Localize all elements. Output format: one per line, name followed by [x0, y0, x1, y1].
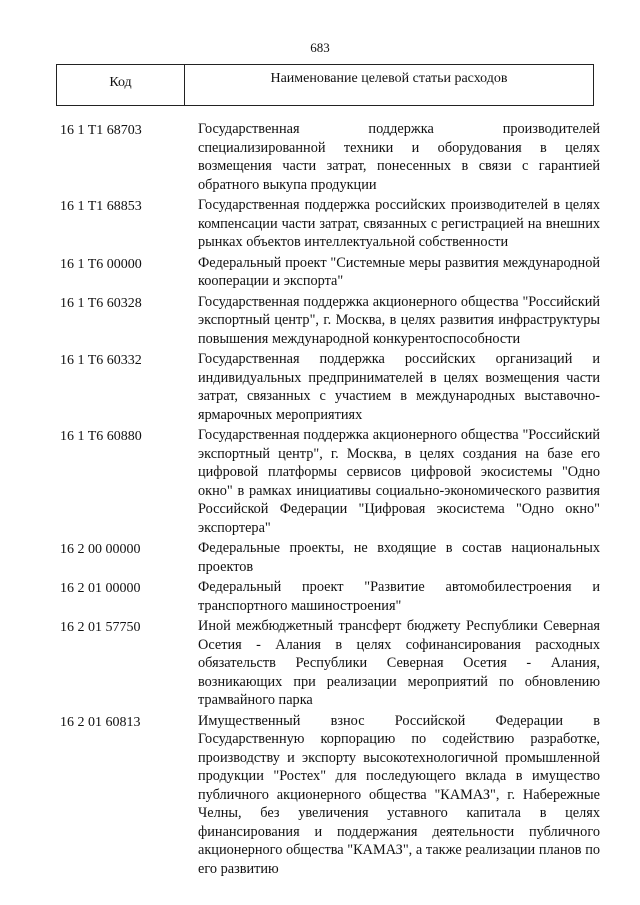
row-description: Федеральные проекты, не входящие в состав национальных проектов [198, 540, 600, 575]
row-description: Иной межбюджетный трансферт бюджету Республики Северная Осетия - Алания в целях софинансирования расходных обязательств Республики Северная Осетия - Алания, возникающих при реализации мероприятий по обновлению трамвайного парка [198, 618, 600, 708]
table-header [56, 64, 594, 106]
row-code: 16 2 01 57750 [60, 620, 141, 635]
table-row [60, 539, 600, 576]
table-row [60, 426, 600, 537]
row-code: 16 2 01 00000 [60, 581, 141, 596]
table-row [60, 578, 600, 615]
table-row [60, 254, 600, 291]
row-code: 16 1 T6 00000 [60, 256, 142, 272]
row-description: Федеральный проект "Развитие автомобилестроения и транспортного машиностроения" [198, 579, 600, 614]
row-code: 16 1 T6 60880 [60, 429, 142, 444]
row-code: 16 1 T6 60328 [60, 295, 142, 311]
row-description: Государственная поддержка российских организаций и индивидуальных предпринимателей в целях возмещения части затрат, связанных с участием в международных выставочно-ярмарочных мероприятиях [198, 351, 600, 423]
row-code: 16 2 00 00000 [60, 542, 141, 557]
row-description: Федеральный проект "Системные меры развития международной кооперации и экспорта" [198, 254, 600, 289]
row-description: Государственная поддержка акционерного общества "Российский экспортный центр", г. Москва, в целях развития инфраструктуры повышения международной конкурентоспособности [198, 293, 600, 347]
row-code: 16 1 T6 60332 [60, 353, 142, 368]
name-column-header: Наименование целевой статьи расходов [270, 71, 508, 86]
budget-items-list [60, 120, 600, 880]
row-description: Государственная поддержка акционерного общества "Российский экспортный центр", г. Москва, в целях создания на базе его цифровой платформы сервисов цифровой экосистемы "Одно окно" в рамках инициативы социально-экономического развития Российской Федерации "Цифровая экосистема "Одно окно" экспортера" [198, 427, 600, 536]
code-column-header: Код [57, 65, 185, 105]
row-code: 16 2 01 60813 [60, 714, 141, 730]
table-row [60, 350, 600, 424]
row-code: 16 1 T1 68853 [60, 199, 142, 214]
row-description: Имущественный взнос Российской Федерации в Государственную корпорацию по содействию разработке, производству и экспорту высокотехнологичной промышленной продукции "Ростех" для последующего вклада в имущество публичного акционерного общества "КАМАЗ", г. Набережные Челны, без увеличения уставного капитала в целях финансирования и поддержания деятельности публичного акционерного общества "КАМАЗ", а также реализации планов по его развитию [198, 712, 600, 877]
table-row [60, 196, 600, 252]
row-description: Государственная поддержка российских производителей в целях компенсации части затрат, связанных с регистрацией на внешних рынках объектов интеллектуальной собственности [198, 197, 600, 250]
table-row [60, 617, 600, 710]
table-row [60, 293, 600, 349]
table-row [60, 120, 600, 194]
row-description: Государственная поддержка производителей специализированной техники и оборудования в целях возмещения части затрат, понесенных в связи с гарантией обратного выкупа продукции [198, 121, 600, 193]
page-number: 683 [310, 40, 330, 55]
row-code: 16 1 T1 68703 [60, 123, 142, 138]
table-row [60, 712, 600, 879]
